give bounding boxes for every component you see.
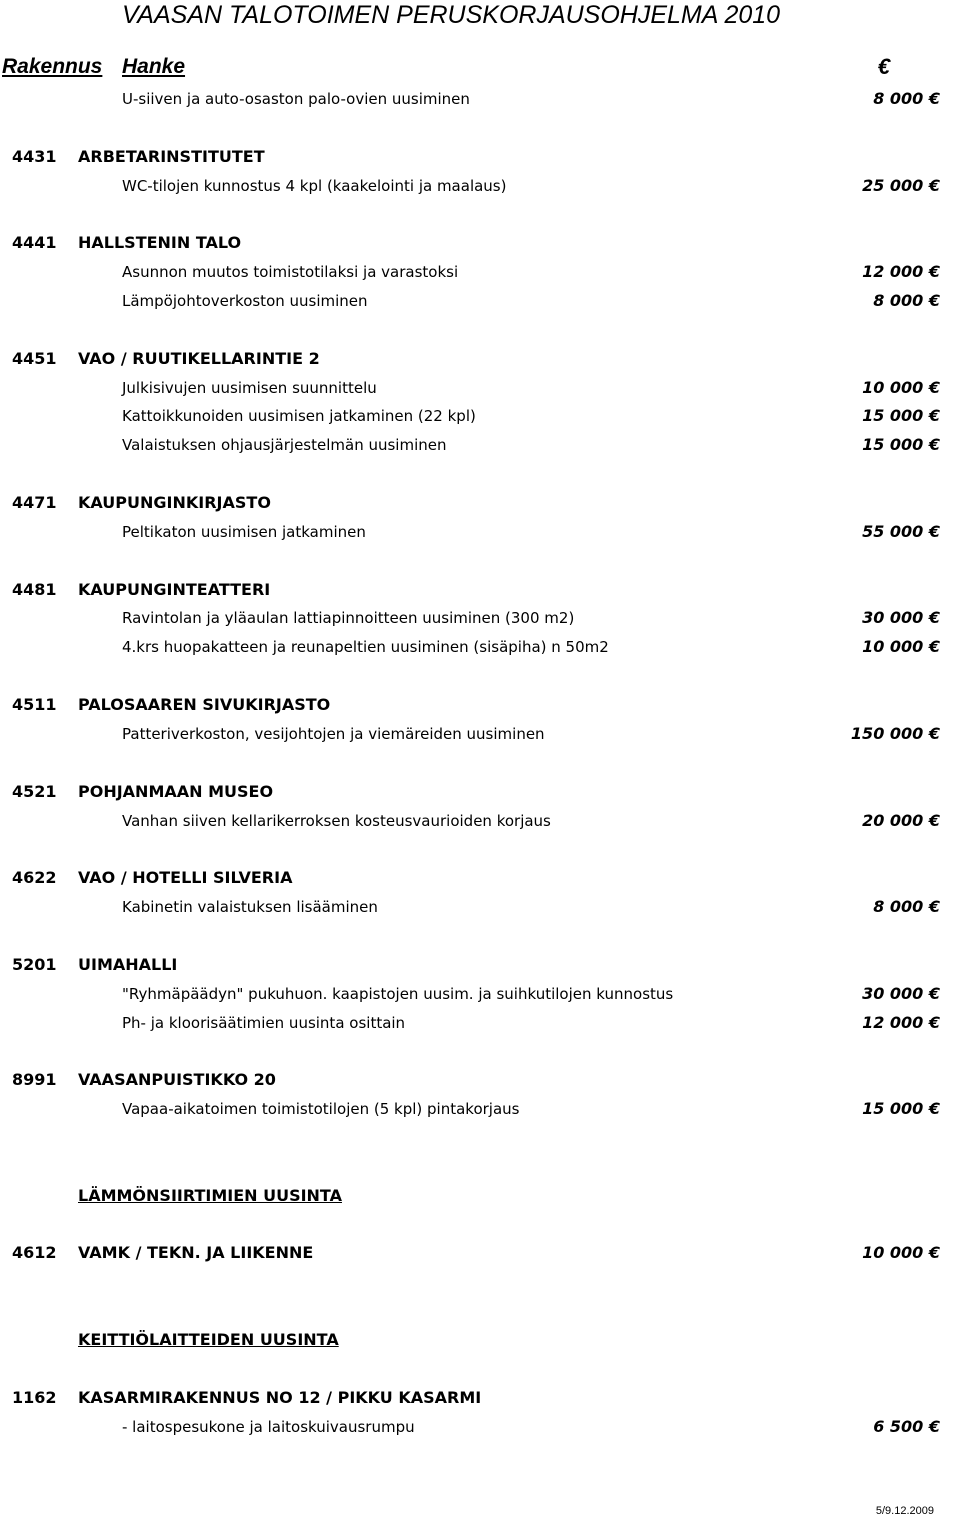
project-amount: 55 000 € (862, 522, 940, 541)
project-amount: 20 000 € (862, 811, 940, 830)
project-text: Peltikaton uusimisen jatkaminen (122, 523, 366, 541)
project-amount: 8 000 € (873, 897, 940, 916)
project-text: Kattoikkunoiden uusimisen jatkaminen (22 kpl) (122, 407, 476, 425)
project-amount: 12 000 € (862, 1013, 940, 1032)
project-amount: 10 000 € (862, 378, 940, 397)
building-name: POHJANMAAN MUSEO (78, 782, 274, 801)
project-amount: 8 000 € (873, 89, 940, 108)
project-amount: 6 500 € (873, 1417, 940, 1436)
project-text: WC-tilojen kunnostus 4 kpl (kaakelointi ja maalaus) (122, 177, 507, 195)
project-amount: 12 000 € (862, 262, 940, 281)
building-code: 8991 (12, 1070, 57, 1089)
building-name: HALLSTENIN TALO (78, 233, 242, 252)
building-name: KAUPUNGINTEATTERI (78, 580, 271, 599)
page-footer: 5/9.12.2009 (875, 1505, 934, 1517)
project-text: - laitospesukone ja laitoskuivausrumpu (122, 1418, 415, 1436)
building-code: 4471 (12, 493, 57, 512)
project-amount: 150 000 € (850, 724, 940, 743)
column-header-currency: € (877, 54, 890, 79)
column-header-project: Hanke (122, 55, 186, 78)
project-amount: 8 000 € (873, 291, 940, 310)
project-text: Asunnon muutos toimistotilaksi ja varastoksi (122, 263, 459, 281)
section-title: LÄMMÖNSIIRTIMIEN UUSINTA (78, 1186, 342, 1205)
building-code: 4431 (12, 147, 57, 166)
project-amount: 15 000 € (862, 1099, 940, 1118)
section-title: KEITTIÖLAITTEIDEN UUSINTA (78, 1330, 339, 1349)
building-name: KASARMIRAKENNUS NO 12 / PIKKU KASARMI (78, 1388, 482, 1407)
project-text: U-siiven ja auto-osaston palo-ovien uusiminen (122, 90, 470, 108)
building-code: 4481 (12, 580, 57, 599)
project-amount: 15 000 € (862, 406, 940, 425)
building-name: ARBETARINSTITUTET (78, 147, 265, 166)
building-name: VAMK / TEKN. JA LIIKENNE (78, 1243, 314, 1262)
project-text: Vanhan siiven kellarikerroksen kosteusvaurioiden korjaus (122, 812, 551, 830)
project-text: Ph- ja kloorisäätimien uusinta osittain (122, 1014, 406, 1032)
document-title: VAASAN TALOTOIMEN PERUSKORJAUSOHJELMA 2010 (122, 1, 781, 29)
project-text: Ravintolan ja yläaulan lattiapinnoitteen uusiminen (300 m2) (122, 609, 575, 627)
building-code: 1162 (12, 1388, 57, 1407)
building-name: KAUPUNGINKIRJASTO (78, 493, 271, 512)
building-code: 5201 (12, 955, 57, 974)
project-amount: 10 000 € (862, 1243, 940, 1262)
project-amount: 15 000 € (862, 435, 940, 454)
project-amount: 10 000 € (862, 637, 940, 656)
project-text: "Ryhmäpäädyn" pukuhuon. kaapistojen uusim. ja suihkutilojen kunnostus (122, 985, 674, 1003)
project-text: Valaistuksen ohjausjärjestelmän uusiminen (122, 436, 447, 454)
building-name: VAO / RUUTIKELLARINTIE 2 (78, 349, 320, 368)
project-text: Patteriverkoston, vesijohtojen ja viemäreiden uusiminen (122, 725, 545, 743)
building-code: 4441 (12, 233, 57, 252)
project-text: Vapaa-aikatoimen toimistotilojen (5 kpl) pintakorjaus (122, 1100, 520, 1118)
project-amount: 25 000 € (862, 176, 940, 195)
project-amount: 30 000 € (862, 984, 940, 1003)
project-text: Kabinetin valaistuksen lisääminen (122, 898, 378, 916)
building-name: UIMAHALLI (78, 955, 178, 974)
column-header-building: Rakennus (2, 55, 103, 78)
building-code: 4451 (12, 349, 57, 368)
building-code: 4521 (12, 782, 57, 801)
building-name: VAASANPUISTIKKO 20 (78, 1070, 276, 1089)
project-text: 4.krs huopakatteen ja reunapeltien uusiminen (sisäpiha) n 50m2 (122, 638, 609, 656)
building-code: 4622 (12, 868, 57, 887)
building-name: PALOSAAREN SIVUKIRJASTO (78, 695, 331, 714)
building-code: 4612 (12, 1243, 57, 1262)
project-text: Lämpöjohtoverkoston uusiminen (122, 292, 368, 310)
building-name: VAO / HOTELLI SILVERIA (78, 868, 293, 887)
building-code: 4511 (12, 695, 57, 714)
project-amount: 30 000 € (862, 608, 940, 627)
project-text: Julkisivujen uusimisen suunnittelu (122, 379, 377, 397)
